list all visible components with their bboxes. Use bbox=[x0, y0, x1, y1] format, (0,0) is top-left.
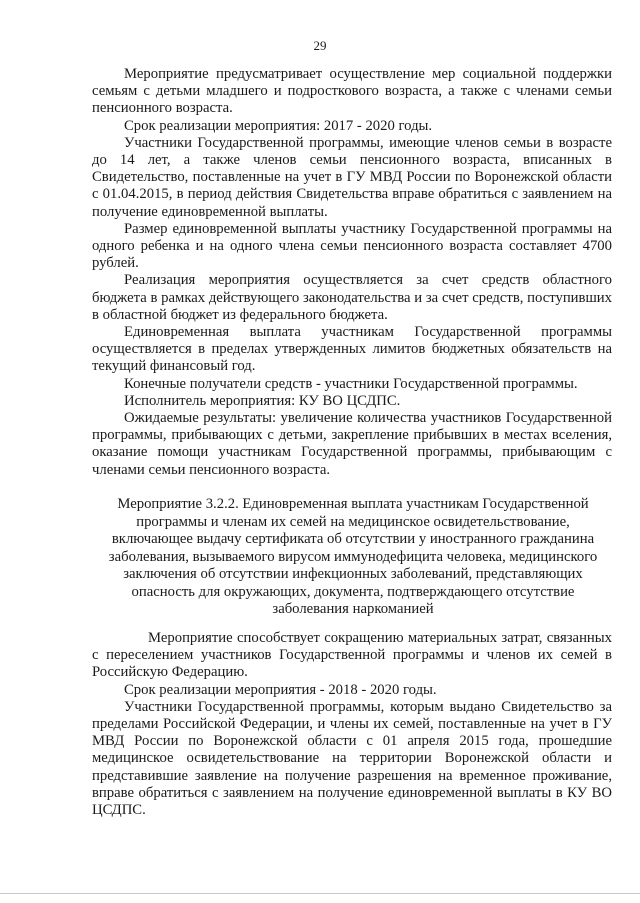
bottom-edge-line bbox=[0, 893, 640, 894]
paragraph: Участники Государственной программы, имеющие членов семьи в возрасте до 14 лет, а также членов семьи пенсионного возраста, вписанных в Свидетельство, поставленные на учет в ГУ МВД России по Воронежской области с 01.04.2015, в период действия Свидетельства вправе обратиться с заявлением на получение единовременной выплаты. bbox=[92, 134, 612, 220]
paragraph: Срок реализации мероприятия: 2017 - 2020 годы. bbox=[124, 117, 433, 134]
paragraph: Единовременная выплата участникам Государственной программы осуществляется в пределах утвержденных лимитов бюджетных обязательств на текущий финансовый год. bbox=[92, 324, 612, 375]
paragraph: Конечные получатели средств - участники Государственной программы. bbox=[124, 375, 578, 392]
paragraph: Ожидаемые результаты: увеличение количества участников Государственной программы, прибывающих с детьми, закрепление прибывших в местах вселения, оказание помощи участникам Государственной программы, прибывающим с членами семьи пенсионного возраста. bbox=[92, 410, 612, 478]
section-2-text bbox=[92, 630, 612, 819]
paragraph: Реализация мероприятия осуществляется за счет средств областного бюджета в рамках действующего законодательства и за счет средств, поступивших в областной бюджет из федерального бюджета. bbox=[92, 272, 612, 323]
paragraph: Участники Государственной программы, которым выдано Свидетельство за пределами Российской Федерации, и члены их семей, поставленные на учет в ГУ МВД России по Воронежской области с 01 апреля 2015 года, прошедшие медицинское освидетельствование на территории Воронежской области и представившие заявление на получение разрешения на временное проживание, вправе обратиться с заявлением на получение единовременной выплаты в КУ ВО ЦСДПС. bbox=[92, 698, 612, 819]
paragraph: Мероприятие предусматривает осуществление мер социальной поддержки семьям с детьми младшего и подросткового возраста, а также с членами семьи пенсионного возраста. bbox=[92, 66, 612, 117]
section-2-heading: Мероприятие 3.2.2. Единовременная выплата участникам Государственной программы и членам их семей на медицинское освидетельствование, включающее выдачу сертификата об отсутствии у иностранного гражданина заболевания, вызываемого вирусом иммунодефицита человека, медицинского заключения об отсутствии инфекционных заболеваний, представляющих опасность для окружающих, документа, подтверждающего отсутствие заболевания наркоманией bbox=[108, 496, 598, 617]
page-number: 29 bbox=[313, 38, 327, 53]
paragraph: Исполнитель мероприятия: КУ ВО ЦСДПС. bbox=[124, 392, 401, 409]
paragraph: Мероприятие способствует сокращению материальных затрат, связанных с переселением участников Государственной программы и членов их семей в Российскую Федерацию. bbox=[92, 630, 612, 681]
section-1-text bbox=[92, 66, 612, 479]
paragraph: Размер единовременной выплаты участнику Государственной программы на одного ребенка и на одного члена семьи пенсионного возраста составляет 4700 рублей. bbox=[92, 220, 612, 272]
paragraph: Срок реализации мероприятия - 2018 - 2020 годы. bbox=[124, 681, 437, 698]
